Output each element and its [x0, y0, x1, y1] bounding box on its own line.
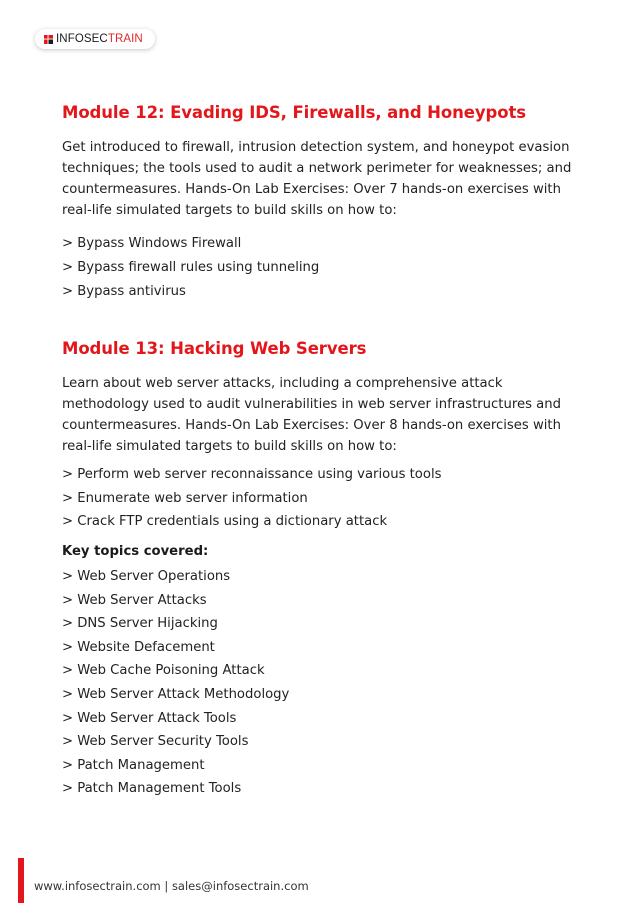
module-13-description-line: countermeasures. Hands-On Lab Exercises: Over 8 hands-on exercises with — [62, 418, 561, 433]
logo-text-suffix: TRAIN — [107, 33, 143, 45]
module-12-description-line: techniques; the tools used to audit a network perimeter for weaknesses; and — [62, 161, 572, 176]
list-item: > Web Server Operations — [62, 569, 231, 584]
module-13-exercise-list — [62, 463, 441, 534]
list-item: > Website Defacement — [62, 639, 215, 655]
footer-accent-bar — [18, 858, 24, 903]
module-12-description-line: Get introduced to firewall, intrusion detection system, and honeypot evasion — [62, 140, 570, 155]
list-item: > Bypass firewall rules using tunneling — [62, 260, 320, 275]
module-12-description-line: real-life simulated targets to build skills on how to: — [62, 203, 397, 218]
logo-text — [56, 33, 143, 45]
module-12-description — [62, 137, 592, 221]
list-item: > DNS Server Hijacking — [62, 616, 218, 632]
module-13-description-line: real-life simulated targets to build skills on how to: — [62, 439, 397, 454]
list-item: > Crack FTP credentials using a dictionary attack — [62, 514, 388, 530]
logo-text-prefix: INFOSEC — [56, 33, 108, 45]
infosectrain-logo-icon — [44, 35, 53, 44]
logo-badge — [35, 29, 155, 49]
list-item: > Enumerate web server information — [62, 490, 308, 506]
list-item: > Bypass Windows Firewall — [62, 236, 242, 251]
list-item: > Patch Management Tools — [62, 781, 242, 797]
module-13-description-line: methodology used to audit vulnerabilities in web server infrastructures and — [62, 397, 561, 412]
list-item: > Web Server Security Tools — [62, 734, 249, 750]
module-12-title: Module 12: Evading IDS, Firewalls, and Honeypots — [62, 103, 526, 122]
list-item: > Bypass antivirus — [62, 284, 186, 299]
list-item: > Web Cache Poisoning Attack — [62, 663, 265, 679]
module-12-exercise-list — [62, 232, 319, 304]
module-13-description — [62, 373, 592, 457]
list-item: > Web Server Attacks — [62, 592, 207, 608]
module-12-description-line: countermeasures. Hands-On Lab Exercises: Over 7 hands-on exercises with — [62, 182, 561, 197]
list-item: > Patch Management — [62, 757, 205, 773]
key-topics-list — [62, 565, 289, 801]
key-topics-heading: Key topics covered: — [62, 544, 209, 559]
module-13-description-line: Learn about web server attacks, including a comprehensive attack — [62, 376, 503, 391]
list-item: > Perform web server reconnaissance using various tools — [62, 467, 442, 482]
footer-contact: www.infosectrain.com | sales@infosectrain.com — [34, 879, 309, 893]
list-item: > Web Server Attack Tools — [62, 710, 237, 726]
list-item: > Web Server Attack Methodology — [62, 686, 290, 702]
module-13-title: Module 13: Hacking Web Servers — [62, 339, 367, 358]
